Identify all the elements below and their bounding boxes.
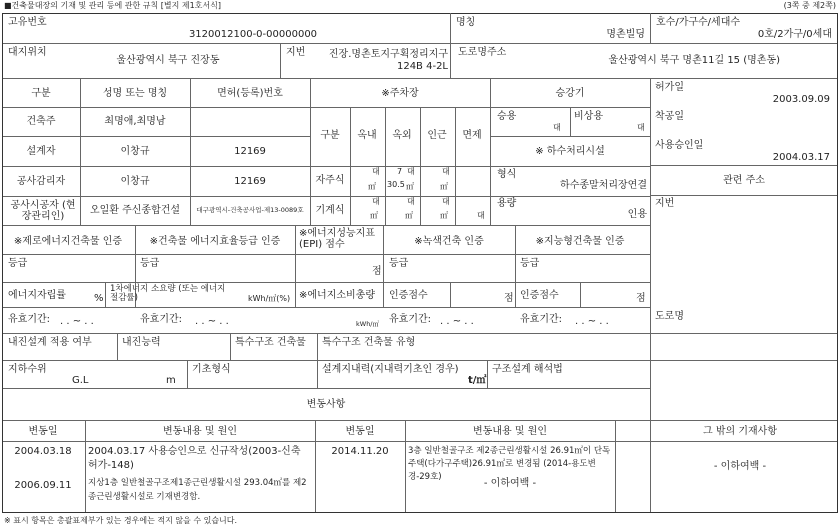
energy-grade-cert: ※건축물 에너지효율등급 인증 <box>149 236 281 247</box>
zero-valid-range: . . ~ . . <box>60 316 94 327</box>
parking-div: 구분 <box>320 130 340 141</box>
footer-note: ※ 표시 항목은 총괄표제부가 있는 경우에는 적지 않을 수 있습니다. <box>4 516 238 525</box>
smart-building-cert: ※지능형건축물 인증 <box>535 236 625 247</box>
seismic-applied-label: 내진설계 적용 여부 <box>8 337 92 348</box>
page-indicator: (3쪽 중 제2쪽) <box>783 1 836 10</box>
energy-consumption-label: ※에너지소비총량 <box>299 290 375 301</box>
special-structure-label: 특수구조 건축물 <box>235 337 306 348</box>
changes-title: 변동사항 <box>306 399 346 410</box>
contractor-name: 오일환 주신종합건설 <box>89 205 181 216</box>
changes-date-header-right: 변동일 <box>345 426 375 437</box>
sewage-capacity-unit: 인용 <box>627 209 647 220</box>
related-lot-label: 지번 <box>655 198 675 209</box>
changes-end-marker: - 이하여백 - <box>483 478 537 489</box>
building-name: 명촌빌딩 <box>606 29 645 40</box>
sewage-capacity-label: 용량 <box>497 198 517 209</box>
change-text-2: 지상1층 일반철골구조제1종근린생활시설 293.04㎡를 제2종근린생활시설로 기재변경함. <box>88 478 307 502</box>
sewage-type-label: 형식 <box>497 169 517 180</box>
self-near-area-unit: ㎡ <box>440 182 448 191</box>
sewage-title: ※ 하수처리시설 <box>535 146 605 157</box>
self-indoor-area-unit: ㎡ <box>368 182 376 191</box>
supervisor-license: 12169 <box>234 176 266 187</box>
unique-no-label: 고유번호 <box>8 17 47 28</box>
foundation-label: 기초형식 <box>192 364 231 375</box>
self-parking-label: 자주식 <box>315 175 345 186</box>
units-value: 0호/2가구/0세대 <box>757 29 832 40</box>
change-date-2: 2006.09.11 <box>14 480 72 491</box>
smart-valid-label: 유효기간: <box>520 314 563 325</box>
site-value: 울산광역시 북구 진장동 <box>116 55 220 66</box>
zero-energy-cert: ※제로에너지건축물 인증 <box>13 236 123 247</box>
parking-exempt: 면제 <box>462 130 482 141</box>
changes-content-header-left: 변동내용 및 원인 <box>163 426 237 437</box>
mech-indoor-unit: 대 <box>372 197 380 206</box>
gl-label: G.L <box>72 375 89 386</box>
grade-valid-label: 유효기간: <box>140 314 183 325</box>
other-end-marker: - 이하여백 - <box>713 461 767 472</box>
form-title: ■건축물대장의 기재 및 관리 등에 관한 규칙 [별지 제1호서식] <box>4 1 221 10</box>
parking-outdoor: 옥외 <box>392 130 412 141</box>
contractor-label: 공사시공자 (현장관리인) <box>10 200 76 222</box>
special-structure-type-label: 특수구조 건축물 유형 <box>322 337 416 348</box>
permit-date-label: 허가일 <box>655 82 684 93</box>
zero-grade-label: 등급 <box>8 258 28 269</box>
mech-near-area-unit: ㎡ <box>440 211 448 220</box>
bearing-label: 설계지내력(지내력기초인 경우) <box>322 364 459 375</box>
self-outdoor-count: 7 <box>397 167 403 176</box>
energy-grade-label: 등급 <box>140 258 160 269</box>
mech-near-unit: 대 <box>442 197 450 206</box>
unique-no-value: 3120012100-0-00000000 <box>188 29 318 40</box>
start-date-label: 착공일 <box>655 111 684 122</box>
self-outdoor-area-unit: ㎡ <box>406 182 414 191</box>
supervisor-label: 공사감리자 <box>16 176 66 187</box>
people-header-license: 면허(등록)번호 <box>217 88 283 99</box>
groundwater-unit: m <box>166 375 176 386</box>
zero-valid-label: 유효기간: <box>8 314 51 325</box>
grade-valid-range: . . ~ . . <box>195 316 229 327</box>
bearing-unit: t/㎡ <box>468 375 487 386</box>
mech-outdoor-area-unit: ㎡ <box>405 211 413 220</box>
elevator-emergency-unit: 대 <box>637 123 645 132</box>
road-label: 도로명주소 <box>458 47 507 58</box>
self-indoor-unit: 대 <box>372 167 380 176</box>
epi-score-label: ※에너지성능지표(EPI) 점수 <box>299 228 375 250</box>
lot-label: 지번 <box>286 47 306 58</box>
site-label: 대지위치 <box>8 47 47 58</box>
primary-energy-label: 1차에너지 소요량 (또는 에너지절감률) <box>110 284 226 303</box>
green-valid-label: 유효기간: <box>389 314 432 325</box>
supervisor-name: 이창규 <box>120 176 150 187</box>
green-score-label: 인증점수 <box>389 290 428 301</box>
elevator-ride-unit: 대 <box>553 123 561 132</box>
units-label: 호수/가구수/세대수 <box>656 17 741 28</box>
people-header-name: 성명 또는 명칭 <box>102 88 168 99</box>
change-date-3: 2014.11.20 <box>331 446 389 457</box>
epi-score-unit: 점 <box>372 266 382 277</box>
lot-value: 진장.명촌토지구획정리지구 124B 4-2L <box>328 49 448 72</box>
parking-title: ※주차장 <box>381 88 419 99</box>
smart-grade-label: 등급 <box>520 258 540 269</box>
groundwater-label: 지하수위 <box>8 364 47 375</box>
self-outdoor-unit: 대 <box>407 167 415 176</box>
exempt-unit: 대 <box>477 211 485 220</box>
people-header-div: 구분 <box>31 88 51 99</box>
designer-license: 12169 <box>234 146 266 157</box>
change-text-1: 2004.03.17 사용승인으로 신규작성(2003-신축허가-148) <box>88 446 301 471</box>
designer-name: 이창규 <box>120 146 150 157</box>
name-label: 명칭 <box>456 17 476 28</box>
analysis-label: 구조설계 해석법 <box>492 364 563 375</box>
smart-score-unit: 점 <box>636 293 646 304</box>
related-address-label: 관련 주소 <box>723 175 765 186</box>
self-outdoor-area: 30.5 <box>387 180 405 189</box>
other-items-header: 그 밖의 기재사항 <box>703 426 777 437</box>
owner-label: 건축주 <box>26 116 56 127</box>
elevator-ride-label: 승용 <box>497 111 517 122</box>
self-sufficiency-label: 에너지자립률 <box>8 290 66 301</box>
road-value: 울산광역시 북구 명촌11길 15 (명촌동) <box>608 55 780 66</box>
parking-nearby: 인근 <box>427 130 447 141</box>
approval-date: 2004.03.17 <box>772 152 830 163</box>
green-building-cert: ※녹색건축 인증 <box>414 236 484 247</box>
parking-indoor: 옥내 <box>357 130 377 141</box>
changes-date-header-left: 변동일 <box>28 426 58 437</box>
change-text-3: 3층 일반철골구조 제2종근린생활시설 26.91㎡이 단독주택(다가구주택)26.91㎡로 변경됨 (2014-용도변경-29호) <box>408 446 611 482</box>
designer-label: 설계자 <box>26 146 56 157</box>
change-date-1: 2004.03.18 <box>14 446 72 457</box>
elevator-title: 승강기 <box>555 88 585 99</box>
green-valid-range: . . ~ . . <box>440 316 474 327</box>
road-name-label: 도로명 <box>655 311 684 322</box>
self-sufficiency-unit: % <box>94 293 104 304</box>
green-score-unit: 점 <box>504 293 514 304</box>
contractor-license: 대구광역시-건축공사업-제13-0089호 <box>196 206 304 214</box>
smart-valid-range: . . ~ . . <box>575 316 609 327</box>
elevator-emergency-label: 비상용 <box>574 111 603 122</box>
mech-indoor-area-unit: ㎡ <box>370 211 378 220</box>
mech-outdoor-unit: 대 <box>407 197 415 206</box>
approval-date-label: 사용승인일 <box>655 140 704 151</box>
primary-energy-unit: kWh/㎡(%) <box>248 294 291 303</box>
mech-parking-label: 기계식 <box>315 205 345 216</box>
permit-date: 2003.09.09 <box>772 94 830 105</box>
smart-score-label: 인증점수 <box>520 290 559 301</box>
consumption-unit: kWh/㎡ <box>356 320 380 328</box>
changes-content-header-right: 변동내용 및 원인 <box>473 426 547 437</box>
seismic-capacity-label: 내진능력 <box>122 337 161 348</box>
owner-name: 최명애,최명남 <box>104 116 166 127</box>
self-near-unit: 대 <box>442 167 450 176</box>
green-grade-label: 등급 <box>389 258 409 269</box>
sewage-type: 하수종말처리장연결 <box>560 180 647 191</box>
